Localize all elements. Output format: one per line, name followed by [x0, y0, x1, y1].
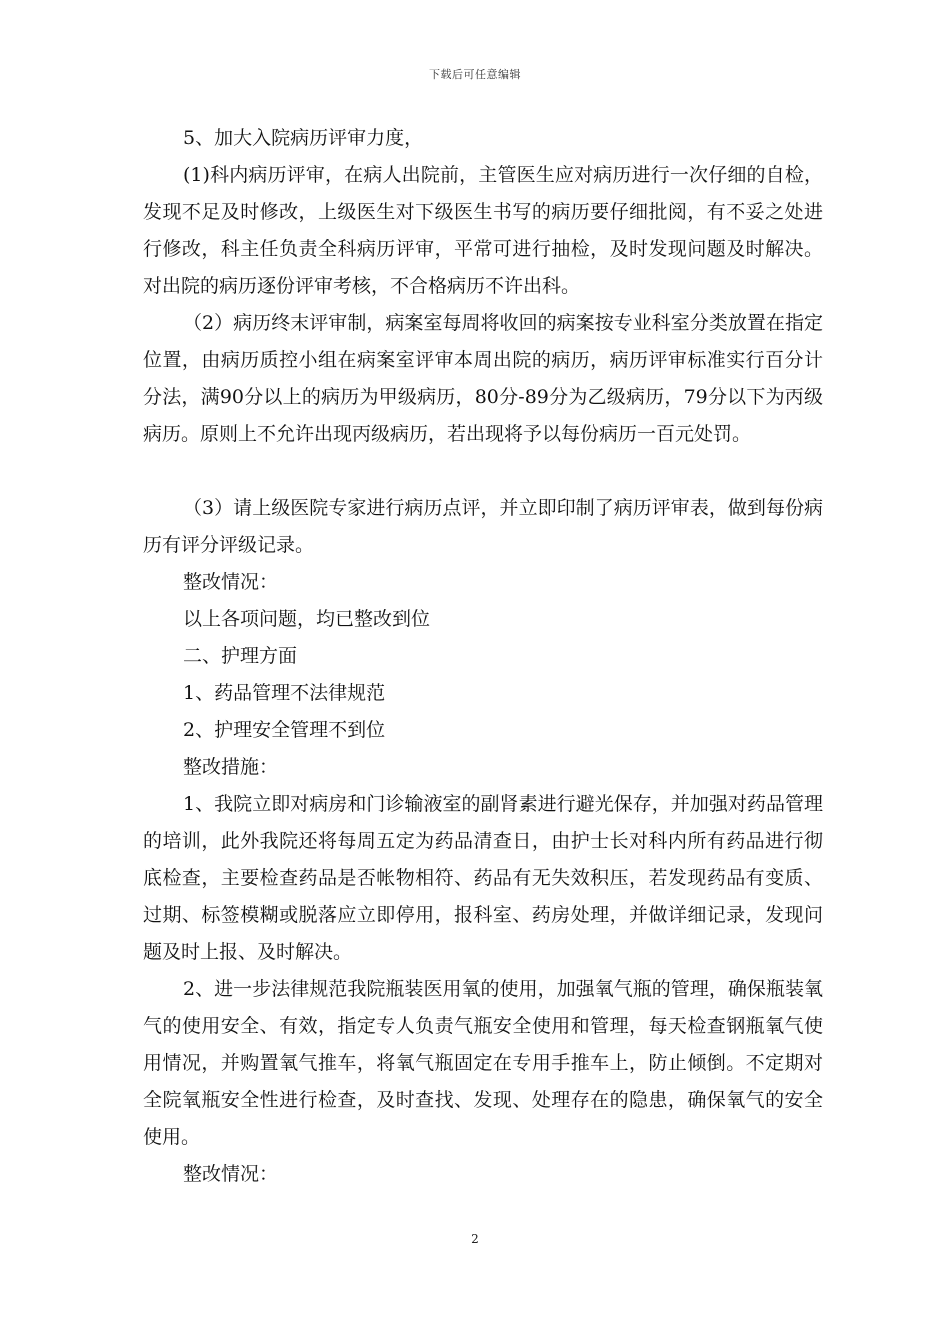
paragraph-final-review: （2）病历终末评审制，病案室每周将收回的病案按专业科室分类放置在指定位置，由病历质控小组在病案室评审本周出院的病历，病历评审标准实行百分计分法，满90分以上的病历为甲级病历，80分-89分为乙级病历，79分以下为丙级病历。原则上不允许出现丙级病历，若出现将予以每份病历一百元处罚。	[143, 312, 823, 445]
section-heading-nursing: 二、护理方面	[183, 645, 298, 667]
document-body	[143, 120, 823, 1193]
page-header: 下载后可任意编辑	[429, 68, 521, 81]
measure-item-oxygen-cylinders: 2、进一步法律规范我院瓶装医用氧的使用，加强氧气瓶的管理，确保瓶装氧气的使用安全、有效，指定专人负责气瓶安全使用和管理，每天检查钢瓶氧气使用情况，并购置氧气推车，将氧气瓶固定在专用手推车上，防止倾倒。不定期对全院氧瓶安全性进行检查，及时查找、发现、处理存在的隐患，确保氧气的安全使用。	[143, 978, 823, 1148]
page-number: 2	[471, 1232, 479, 1246]
rectification-status-label: 整改情况：	[183, 571, 279, 593]
rectification-status-text: 以上各项问题，均已整改到位	[183, 608, 431, 630]
measure-item-drug-storage: 1、我院立即对病房和门诊输液室的副肾素进行避光保存，并加强对药品管理的培训，此外我院还将每周五定为药品清查日，由护士长对科内所有药品进行彻底检查，主要检查药品是否帐物相符、药品有无失效积压，若发现药品有变质、过期、标签模糊或脱落应立即停用，报科室、药房处理，并做详细记录，发现问题及时上报、及时解决。	[143, 793, 823, 963]
paragraph-department-review: (1)科内病历评审，在病人出院前，主管医生应对病历进行一次仔细的自检，发现不足及时修改，上级医生对下级医生书写的病历要仔细批阅，有不妥之处进行修改，科主任负责全科病历评审，平常可进行抽检，及时发现问题及时解决。对出院的病历逐份评审考核，不合格病历不许出科。	[143, 164, 823, 297]
rectification-status-label-2: 整改情况：	[183, 1163, 279, 1185]
issue-item-nursing-safety: 2、护理安全管理不到位	[183, 719, 386, 741]
issue-item-drug-management: 1、药品管理不法律规范	[183, 682, 386, 704]
paragraph-expert-review: （3）请上级医院专家进行病历点评，并立即印制了病历评审表，做到每份病历有评分评级记录。	[143, 497, 823, 556]
rectification-measures-label: 整改措施：	[183, 756, 279, 778]
section-heading-medical-record-review: 5、加大入院病历评审力度，	[183, 127, 424, 149]
